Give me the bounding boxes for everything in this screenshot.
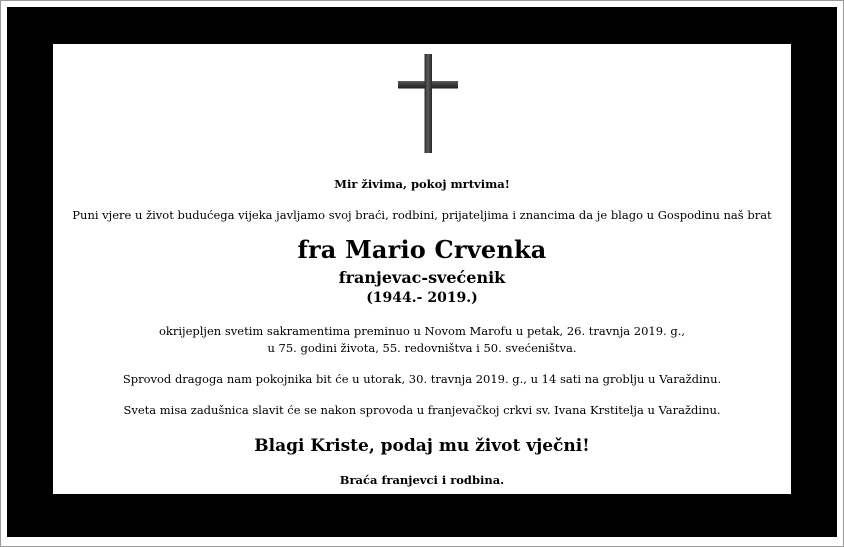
death-details-line-1: okrijepljen svetim sakramentima preminuo u Novom Marofu u petak, 26. travnja 2019. g., <box>158 324 686 338</box>
signoff-text: Braća franjevci i rodbina. <box>339 473 505 487</box>
deceased-name: fra Mario Crvenka <box>297 235 547 264</box>
deceased-role: franjevac-svećenik <box>338 268 506 287</box>
cross-icon <box>398 54 458 154</box>
intro-text: Puni vjere u život budućega vijeka javljamo svoj braći, rodbini, prijateljima i znancima da je blago u Gospodinu naš brat <box>72 208 772 222</box>
prayer-text: Blagi Kriste, podaj mu život vječni! <box>254 436 590 456</box>
life-years: (1944.- 2019.) <box>366 290 478 306</box>
funeral-info: Sprovod dragoga nam pokojnika bit će u utorak, 30. travnja 2019. g., u 14 sati na groblju u Varaždinu. <box>122 372 722 386</box>
obituary-card <box>53 44 791 494</box>
mass-info: Sveta misa zadušnica slavit će se nakon sprovoda u franjevačkoj crkvi sv. Ivana Krstitelja u Varaždinu. <box>123 403 721 417</box>
death-details-line-2: u 75. godini života, 55. redovništva i 50. svećeništva. <box>267 341 577 355</box>
greeting-text: Mir živima, pokoj mrtvima! <box>334 177 510 191</box>
